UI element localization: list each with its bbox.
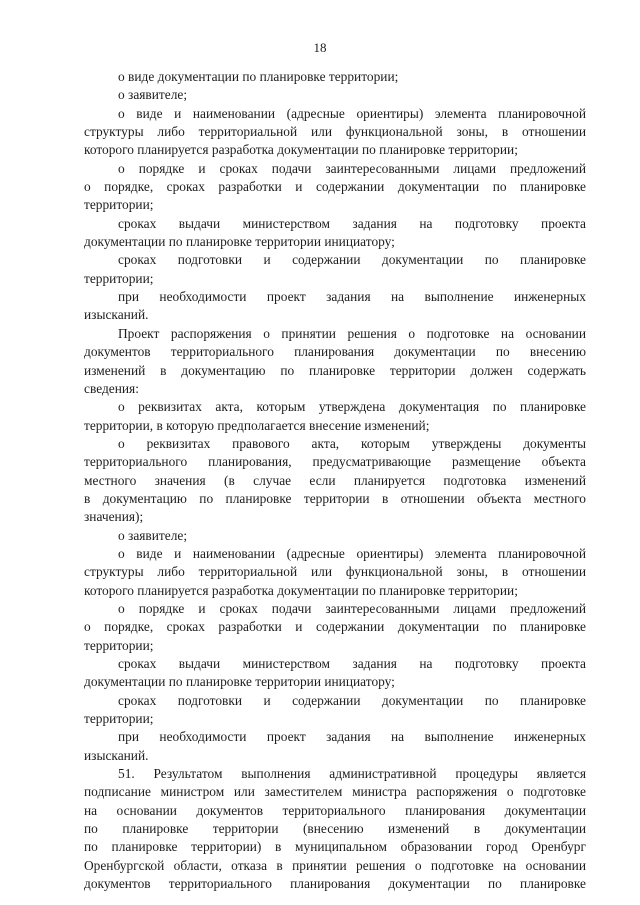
text-line: территории; (84, 637, 154, 653)
text-line: Оренбургской области, отказа в принятии решения о подготовке на основании (84, 857, 586, 873)
text-line: при необходимости проект задания на выполнение инженерных (118, 729, 586, 745)
text-line: подписание министром или заместителем министра распоряжения о подготовке (84, 784, 586, 800)
text-line: при необходимости проект задания на выполнение инженерных (118, 289, 586, 305)
text-line: изысканий. (84, 747, 149, 763)
text-line: 51. Результатом выполнения административной процедуры является (118, 766, 586, 782)
text-line: сведения: (84, 380, 139, 396)
text-line: документов территориального планирования документации по планировке (84, 876, 586, 892)
text-line: территориального планирования, предусматривающие размещение объекта (84, 454, 586, 470)
text-line: о виде и наименовании (адресные ориентиры) элемента планировочной (118, 545, 586, 561)
text-line: территории; (84, 197, 154, 213)
text-line: о реквизитах правового акта, которым утверждены документы (118, 435, 586, 451)
text-line: структуры либо территориальной или функциональной зоны, в отношении (84, 124, 586, 140)
text-line: территории; (84, 270, 154, 286)
text-line: которого планируется разработка документации по планировке территории; (84, 582, 518, 598)
text-line: изменений в документацию по планировке территории должен содержать (84, 362, 586, 378)
text-line: по планировке территории (внесению изменений в документации (84, 821, 586, 837)
text-line: изысканий. (84, 307, 149, 323)
text-line: о заявителе; (118, 527, 188, 543)
text-line: территории; (84, 711, 154, 727)
text-line: о порядке и сроках подачи заинтересованными лицами предложений (118, 600, 586, 616)
text-line: по планировке территории) в муниципальном образовании город Оренбург (84, 839, 586, 855)
text-line: сроках подготовки и содержании документации по планировке (118, 252, 586, 268)
text-line: сроках выдачи министерством задания на подготовку проекта (118, 215, 586, 231)
text-line: документации по планировке территории инициатору; (84, 674, 395, 690)
text-line: которого планируется разработка документации по планировке территории; (84, 142, 518, 158)
text-line: Проект распоряжения о принятии решения о подготовке на основании (118, 325, 586, 341)
text-line: в документацию по планировке территории в отношении объекта местного (84, 490, 586, 506)
text-line: о виде документации по планировке территории; (118, 69, 399, 84)
text-line: о реквизитах акта, которым утверждена документация по планировке (118, 399, 586, 415)
text-line: структуры либо территориальной или функциональной зоны, в отношении (84, 564, 586, 580)
page-number: 18 (313, 40, 327, 55)
text-line: на основании документов территориального планирования документации (84, 802, 586, 818)
text-line: сроках подготовки и содержании документации по планировке (118, 692, 586, 708)
text-line: о порядке, сроках разработки и содержании документации по планировке (84, 179, 586, 195)
text-line: местного значения (в случае если планируется подготовка изменений (84, 472, 586, 488)
document-body (84, 68, 586, 893)
text-line: значения); (84, 509, 144, 525)
text-line: документации по планировке территории инициатору; (84, 234, 395, 250)
text-line: о заявителе; (118, 87, 188, 103)
text-line: документов территориального планирования документации по внесению (84, 344, 586, 360)
text-line: территории, в которую предполагается внесение изменений; (84, 417, 430, 433)
text-line: о порядке, сроках разработки и содержании документации по планировке (84, 619, 586, 635)
text-line: о виде и наименовании (адресные ориентиры) элемента планировочной (118, 105, 586, 121)
text-line: о порядке и сроках подачи заинтересованными лицами предложений (118, 160, 586, 176)
text-line: сроках выдачи министерством задания на подготовку проекта (118, 656, 586, 671)
